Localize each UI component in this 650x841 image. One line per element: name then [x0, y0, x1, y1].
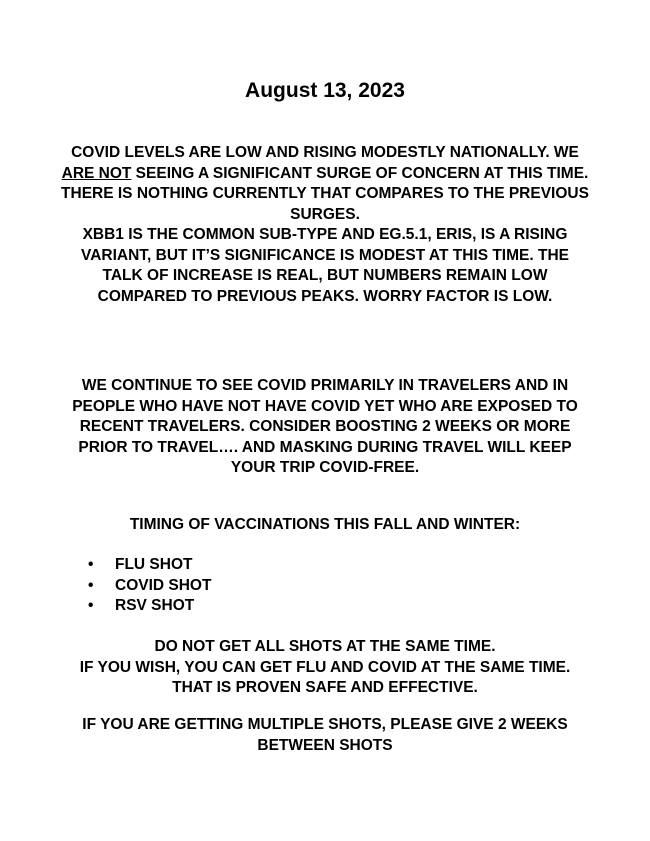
- shot-timing-line-1: DO NOT GET ALL SHOTS AT THE SAME TIME.: [154, 638, 496, 655]
- shots-list: [88, 555, 211, 617]
- multiple-shots-paragraph: IF YOU ARE GETTING MULTIPLE SHOTS, PLEASE GIVE 2 WEEKS BETWEEN SHOTS: [82, 716, 568, 754]
- travelers-paragraph: WE CONTINUE TO SEE COVID PRIMARILY IN TRAVELERS AND IN PEOPLE WHO HAVE NOT HAVE COVID YET WHO ARE EXPOSED TO RECENT TRAVELERS. CONSIDER BOOSTING 2 WEEKS OR MORE PRIOR TO TRAVEL…. AND MASKING DURING TRAVEL WILL KEEP YOUR TRIP COVID-FREE.: [72, 377, 578, 476]
- shot-timing-line-2: IF YOU WISH, YOU CAN GET FLU AND COVID AT THE SAME TIME. THAT IS PROVEN SAFE AND EFFECTIVE.: [79, 658, 571, 696]
- list-item: [88, 555, 211, 576]
- shot-label: FLU SHOT: [115, 556, 193, 573]
- covid-levels-text-end: SEEING A SIGNIFICANT SURGE OF CONCERN AT THIS TIME. THERE IS NOTHING CURRENTLY THAT COMPARES TO THE PREVIOUS SURGES.: [61, 164, 589, 223]
- covid-levels-paragraph: [60, 143, 590, 225]
- covid-levels-text-start: COVID LEVELS ARE LOW AND RISING MODESTLY NATIONALLY. WE: [71, 144, 579, 161]
- bullet-icon: •: [88, 576, 94, 594]
- vaccination-timing-heading: TIMING OF VACCINATIONS THIS FALL AND WINTER:: [129, 516, 521, 533]
- shot-timing-paragraph: [70, 637, 580, 699]
- list-item: [88, 596, 211, 617]
- variant-paragraph: XBB1 IS THE COMMON SUB-TYPE AND EG.5.1, ERIS, IS A RISING VARIANT, BUT IT’S SIGNIFICANCE IS MODEST AT THIS TIME. THE TALK OF INCREASE IS REAL, BUT NUMBERS REMAIN LOW COMPARED TO PREVIOUS PEAKS. WORRY FACTOR IS LOW.: [81, 226, 569, 305]
- shot-label: RSV SHOT: [115, 597, 195, 614]
- bullet-icon: •: [88, 556, 94, 573]
- are-not-emphasis: ARE NOT: [61, 164, 132, 182]
- shot-label: COVID SHOT: [115, 576, 212, 594]
- bullet-icon: •: [88, 597, 94, 614]
- document-date: August 13, 2023: [245, 79, 405, 102]
- list-item: [88, 576, 211, 597]
